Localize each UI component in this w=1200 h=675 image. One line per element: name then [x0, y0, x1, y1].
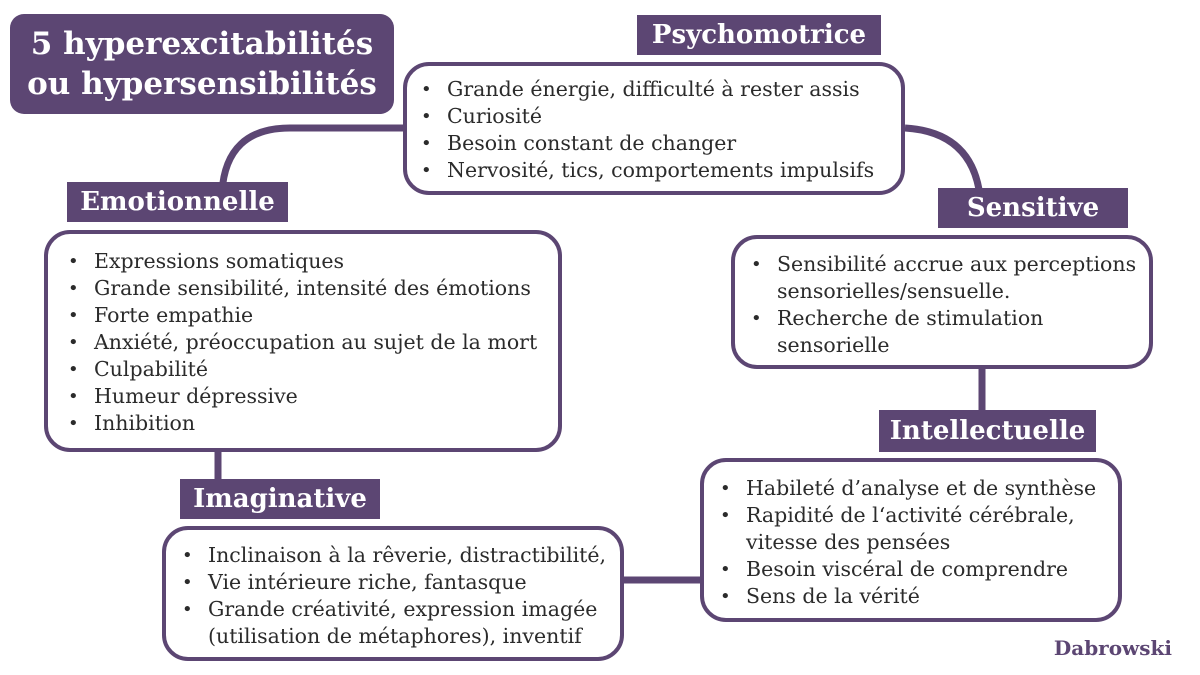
list-item: • Besoin constant de changer [417, 130, 891, 157]
sensitive-label: Sensitive [938, 188, 1128, 228]
list-item-continuation: (utilisation de métaphores), inventif [208, 624, 582, 648]
list-item: • Sens de la vérité [716, 583, 1110, 610]
emotionnelle-label: Emotionnelle [67, 182, 288, 222]
list-item: • Curiosité [417, 103, 891, 130]
list-item: • Vie intérieure riche, fantasque [178, 569, 612, 596]
list-item: • Culpabilité [64, 356, 548, 383]
link-psychomotrice-sensitive [905, 128, 980, 196]
intellectuelle-list [716, 475, 1110, 610]
imaginative-list [178, 542, 612, 650]
list-item: • Grande créativité, expression imagée [178, 596, 612, 623]
emotionnelle-box [44, 230, 562, 452]
title-line-2: ou hypersensibilités [27, 66, 377, 102]
list-item-continuation: sensorielles/sensuelle. [777, 279, 1011, 303]
emotionnelle-list [64, 248, 548, 437]
diagram-title [10, 14, 394, 114]
list-item: • Humeur dépressive [64, 383, 548, 410]
list-item: • Rapidité de l‘activité cérébrale, [716, 502, 1110, 529]
list-item: • Grande sensibilité, intensité des émotions [64, 275, 548, 302]
author-credit: Dabrowski [1053, 636, 1172, 660]
list-item: • Inhibition [64, 410, 548, 437]
psychomotrice-label: Psychomotrice [637, 15, 881, 55]
list-item: • Forte empathie [64, 302, 548, 329]
psychomotrice-box [403, 62, 905, 195]
list-item: • Sensibilité accrue aux perceptions [747, 251, 1141, 278]
psychomotrice-list [417, 76, 891, 184]
list-item: • Habileté d’analyse et de synthèse [716, 475, 1110, 502]
list-item: • Recherche de stimulation [747, 305, 1141, 332]
list-item: • Nervosité, tics, comportements impulsifs [417, 157, 891, 184]
list-item: • Besoin viscéral de comprendre [716, 556, 1110, 583]
list-item-continuation: sensorielle [777, 333, 890, 357]
intellectuelle-label: Intellectuelle [879, 410, 1096, 452]
imaginative-box [162, 526, 624, 661]
list-item: • Anxiété, préoccupation au sujet de la mort [64, 329, 548, 356]
list-item: • Grande énergie, difficulté à rester assis [417, 76, 891, 103]
list-item: • Inclinaison à la rêverie, distractibilité, [178, 542, 612, 569]
list-item-continuation: vitesse des pensées [746, 530, 951, 554]
title-line-1: 5 hyperexcitabilités [30, 26, 374, 62]
list-item: • Expressions somatiques [64, 248, 548, 275]
sensitive-box [731, 235, 1153, 369]
sensitive-list [747, 251, 1141, 359]
imaginative-label: Imaginative [180, 479, 380, 519]
intellectuelle-box [700, 458, 1122, 622]
